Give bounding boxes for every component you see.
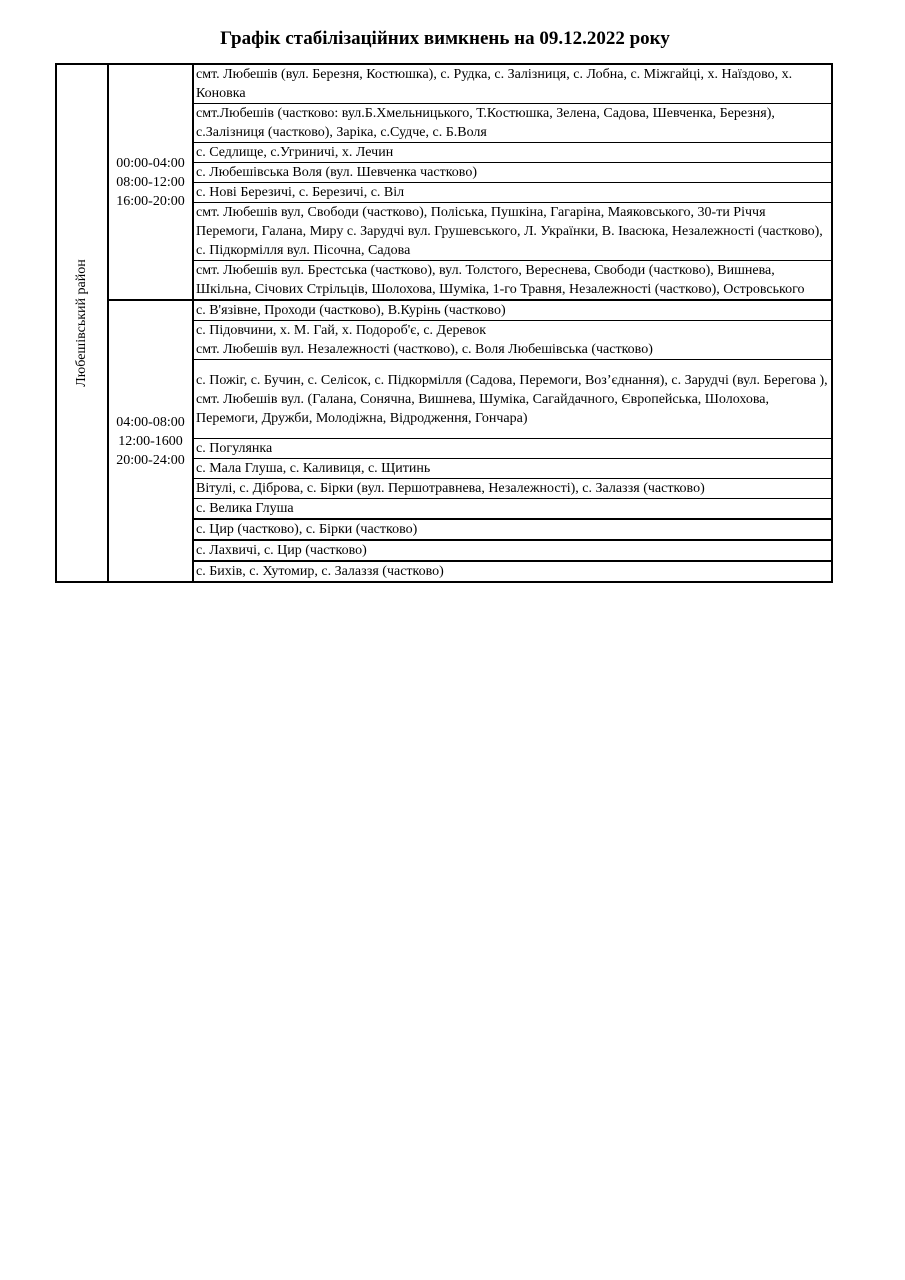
location-text: с. Любешівська Воля (вул. Шевченка частково) <box>196 165 477 180</box>
location-text: смт. Любешів (вул. Березня, Костюшка), с. Рудка, с. Залізниця, с. Лобна, с. Міжгайці, х. Наїздово, х. Коновка <box>196 67 793 101</box>
location-row <box>194 498 831 518</box>
locations-column <box>194 301 831 581</box>
location-text: с. Погулянка <box>196 441 273 456</box>
location-text: с. Бихів, с. Хутомир, с. Залаззя (частково) <box>196 564 444 579</box>
time-slots-cell <box>109 301 194 581</box>
location-row <box>194 65 831 103</box>
location-text: с. Підовчини, х. М. Гай, х. Подороб'є, с. Деревок <box>196 323 486 338</box>
location-row <box>194 320 831 359</box>
time-slot: 16:00-20:00 <box>116 193 185 209</box>
location-text: с. Велика Глуша <box>196 501 294 516</box>
time-slot: 00:00-04:00 <box>116 155 185 171</box>
schedule-groups <box>109 65 831 581</box>
district-cell <box>57 65 109 581</box>
location-row <box>194 301 831 320</box>
location-text: с. Нові Березичі, с. Березичі, с. Віл <box>196 185 405 200</box>
location-row <box>194 103 831 142</box>
location-row <box>194 560 831 581</box>
schedule-group <box>109 299 831 581</box>
location-row <box>194 202 831 260</box>
location-row <box>194 518 831 539</box>
locations-column <box>194 65 831 299</box>
location-row <box>194 182 831 202</box>
location-text: с. Цир (частково), с. Бірки (частково) <box>196 522 418 537</box>
location-row <box>194 458 831 478</box>
schedule-table <box>55 63 833 583</box>
time-slot: 08:00-12:00 <box>116 174 185 190</box>
page-title: Графік стабілізаційних вимкнень на 09.12.2022 року <box>220 28 670 49</box>
location-text: смт. Любешів вул, Свободи (частково), Поліська, Пушкіна, Гагаріна, Маяковського, 30-ти Річчя Перемоги, Галана, Миру с. Зарудчі вул. Грушевського, Л. Українки, В. Івасюка, Незалежності (частково), с. Підкормілля вул. Пісочна, Садова <box>196 205 823 258</box>
location-text: с. Пожіг, с. Бучин, с. Селісок, с. Підкормілля (Садова, Перемоги, Воз’єднання), с. Зарудчі (вул. Берегова ), смт. Любешів вул. (Галана, Сонячна, Вишнева, Шуміка, Сагайдачного, Європейська, Шолохова, Перемоги, Дружби, Молодіжна, Відродження, Гончара) <box>196 372 828 426</box>
location-text: смт. Любешів вул. Брестська (частково), вул. Толстого, Вереснева, Свободи (частково), Вишнева, Шкільна, Січових Стрільців, Шолохова, Шуміка, 1-го Травня, Незалежності (частково), Островського <box>196 263 805 297</box>
location-row <box>194 162 831 182</box>
time-slot: 04:00-08:00 <box>116 414 185 430</box>
schedule-group <box>109 65 831 299</box>
location-text: смт. Любешів вул. Незалежності (частково), с. Воля Любешівська (частково) <box>196 342 653 357</box>
district-label: Любешівський район <box>74 259 89 387</box>
time-slot: 20:00-24:00 <box>116 452 185 468</box>
time-slot: 12:00-1600 <box>118 433 183 449</box>
location-row <box>194 438 831 458</box>
location-row <box>194 478 831 498</box>
location-text: смт.Любешів (частково: вул.Б.Хмельницького, Т.Костюшка, Зелена, Садова, Шевченка, Березня), с.Залізниця (частково), Заріка, с.Судче, с. Б.Воля <box>196 106 775 140</box>
location-text: с. Мала Глуша, с. Каливиця, с. Щитинь <box>196 461 431 476</box>
location-row <box>194 539 831 560</box>
location-row <box>194 359 831 438</box>
location-text: с. В'язівне, Проходи (частково), В.Курінь (частково) <box>196 303 506 318</box>
location-text: с. Седлище, с.Угриничі, х. Лечин <box>196 145 394 160</box>
location-text: с. Лахвичі, с. Цир (частково) <box>196 543 367 558</box>
location-row <box>194 260 831 299</box>
location-text: Вітулі, с. Діброва, с. Бірки (вул. Першотравнева, Незалежності), с. Залаззя (частково) <box>196 481 705 496</box>
location-row <box>194 142 831 162</box>
time-slots-cell <box>109 65 194 299</box>
